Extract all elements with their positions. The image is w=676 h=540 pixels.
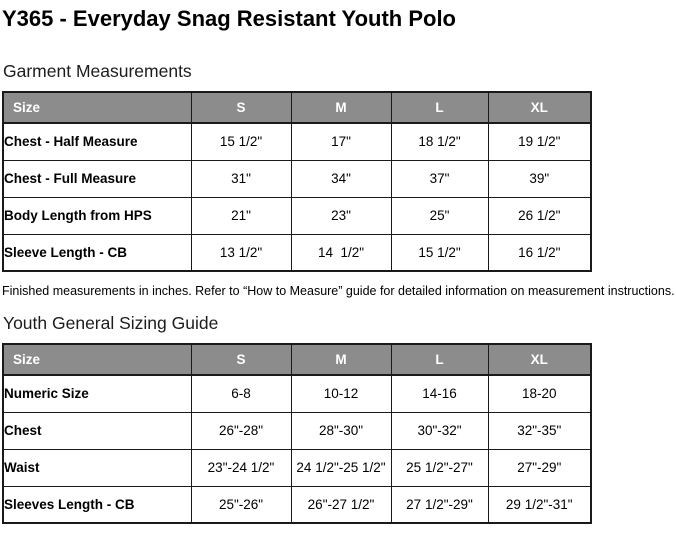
table-row [3, 234, 591, 271]
table-row [3, 486, 591, 523]
garment-measurements-heading: Garment Measurements [3, 61, 192, 81]
measurement-value: 26 1/2" [488, 197, 591, 234]
row-label: Sleeve Length - CB [3, 234, 191, 271]
measurement-value: 34" [291, 160, 391, 197]
size-value: 27"-29" [488, 449, 591, 486]
measurement-value: 37" [391, 160, 488, 197]
table-header-row [3, 344, 591, 375]
header-cell-l: L [391, 92, 488, 123]
measurement-value: 17" [291, 123, 391, 160]
size-value: 23"-24 1/2" [191, 449, 291, 486]
measurement-value: 21" [191, 197, 291, 234]
measurement-value: 25" [391, 197, 488, 234]
measurement-value: 15 1/2" [391, 234, 488, 271]
size-value: 24 1/2"-25 1/2" [291, 449, 391, 486]
row-label: Chest - Full Measure [3, 160, 191, 197]
size-value: 26"-28" [191, 412, 291, 449]
header-cell-l: L [391, 344, 488, 375]
header-cell-m: M [291, 344, 391, 375]
row-label: Sleeves Length - CB [3, 486, 191, 523]
header-cell-xl: XL [488, 92, 591, 123]
size-value: 10-12 [291, 375, 391, 412]
table-header-row [3, 92, 591, 123]
size-value: 18-20 [488, 375, 591, 412]
garment-measurements-table [2, 91, 592, 272]
measurement-value: 14 1/2" [291, 234, 391, 271]
row-label: Waist [3, 449, 191, 486]
size-value: 14-16 [391, 375, 488, 412]
table-row [3, 197, 591, 234]
size-value: 25"-26" [191, 486, 291, 523]
measurement-value: 39" [488, 160, 591, 197]
row-label: Chest [3, 412, 191, 449]
size-value: 28"-30" [291, 412, 391, 449]
measurement-value: 19 1/2" [488, 123, 591, 160]
table-row [3, 412, 591, 449]
size-value: 27 1/2"-29" [391, 486, 488, 523]
youth-sizing-table [2, 343, 592, 524]
page-title: Y365 - Everyday Snag Resistant Youth Polo [2, 6, 456, 31]
youth-sizing-heading: Youth General Sizing Guide [3, 313, 219, 333]
table-row [3, 160, 591, 197]
measurement-value: 15 1/2" [191, 123, 291, 160]
size-value: 26"-27 1/2" [291, 486, 391, 523]
measurement-note: Finished measurements in inches. Refer to “How to Measure” guide for detailed information on measurement instructions. [2, 284, 675, 298]
header-cell-size: Size [3, 344, 191, 375]
header-cell-xl: XL [488, 344, 591, 375]
size-value: 30"-32" [391, 412, 488, 449]
size-value: 25 1/2"-27" [391, 449, 488, 486]
size-value: 6-8 [191, 375, 291, 412]
size-chart-page [0, 6, 676, 540]
header-cell-size: Size [3, 92, 191, 123]
table-row [3, 449, 591, 486]
header-cell-m: M [291, 92, 391, 123]
size-value: 29 1/2"-31" [488, 486, 591, 523]
row-label: Numeric Size [3, 375, 191, 412]
measurement-value: 16 1/2" [488, 234, 591, 271]
header-cell-s: S [191, 92, 291, 123]
table-row [3, 375, 591, 412]
row-label: Chest - Half Measure [3, 123, 191, 160]
measurement-value: 23" [291, 197, 391, 234]
row-label: Body Length from HPS [3, 197, 191, 234]
measurement-value: 13 1/2" [191, 234, 291, 271]
header-cell-s: S [191, 344, 291, 375]
measurement-value: 31" [191, 160, 291, 197]
size-value: 32"-35" [488, 412, 591, 449]
measurement-value: 18 1/2" [391, 123, 488, 160]
table-row [3, 123, 591, 160]
